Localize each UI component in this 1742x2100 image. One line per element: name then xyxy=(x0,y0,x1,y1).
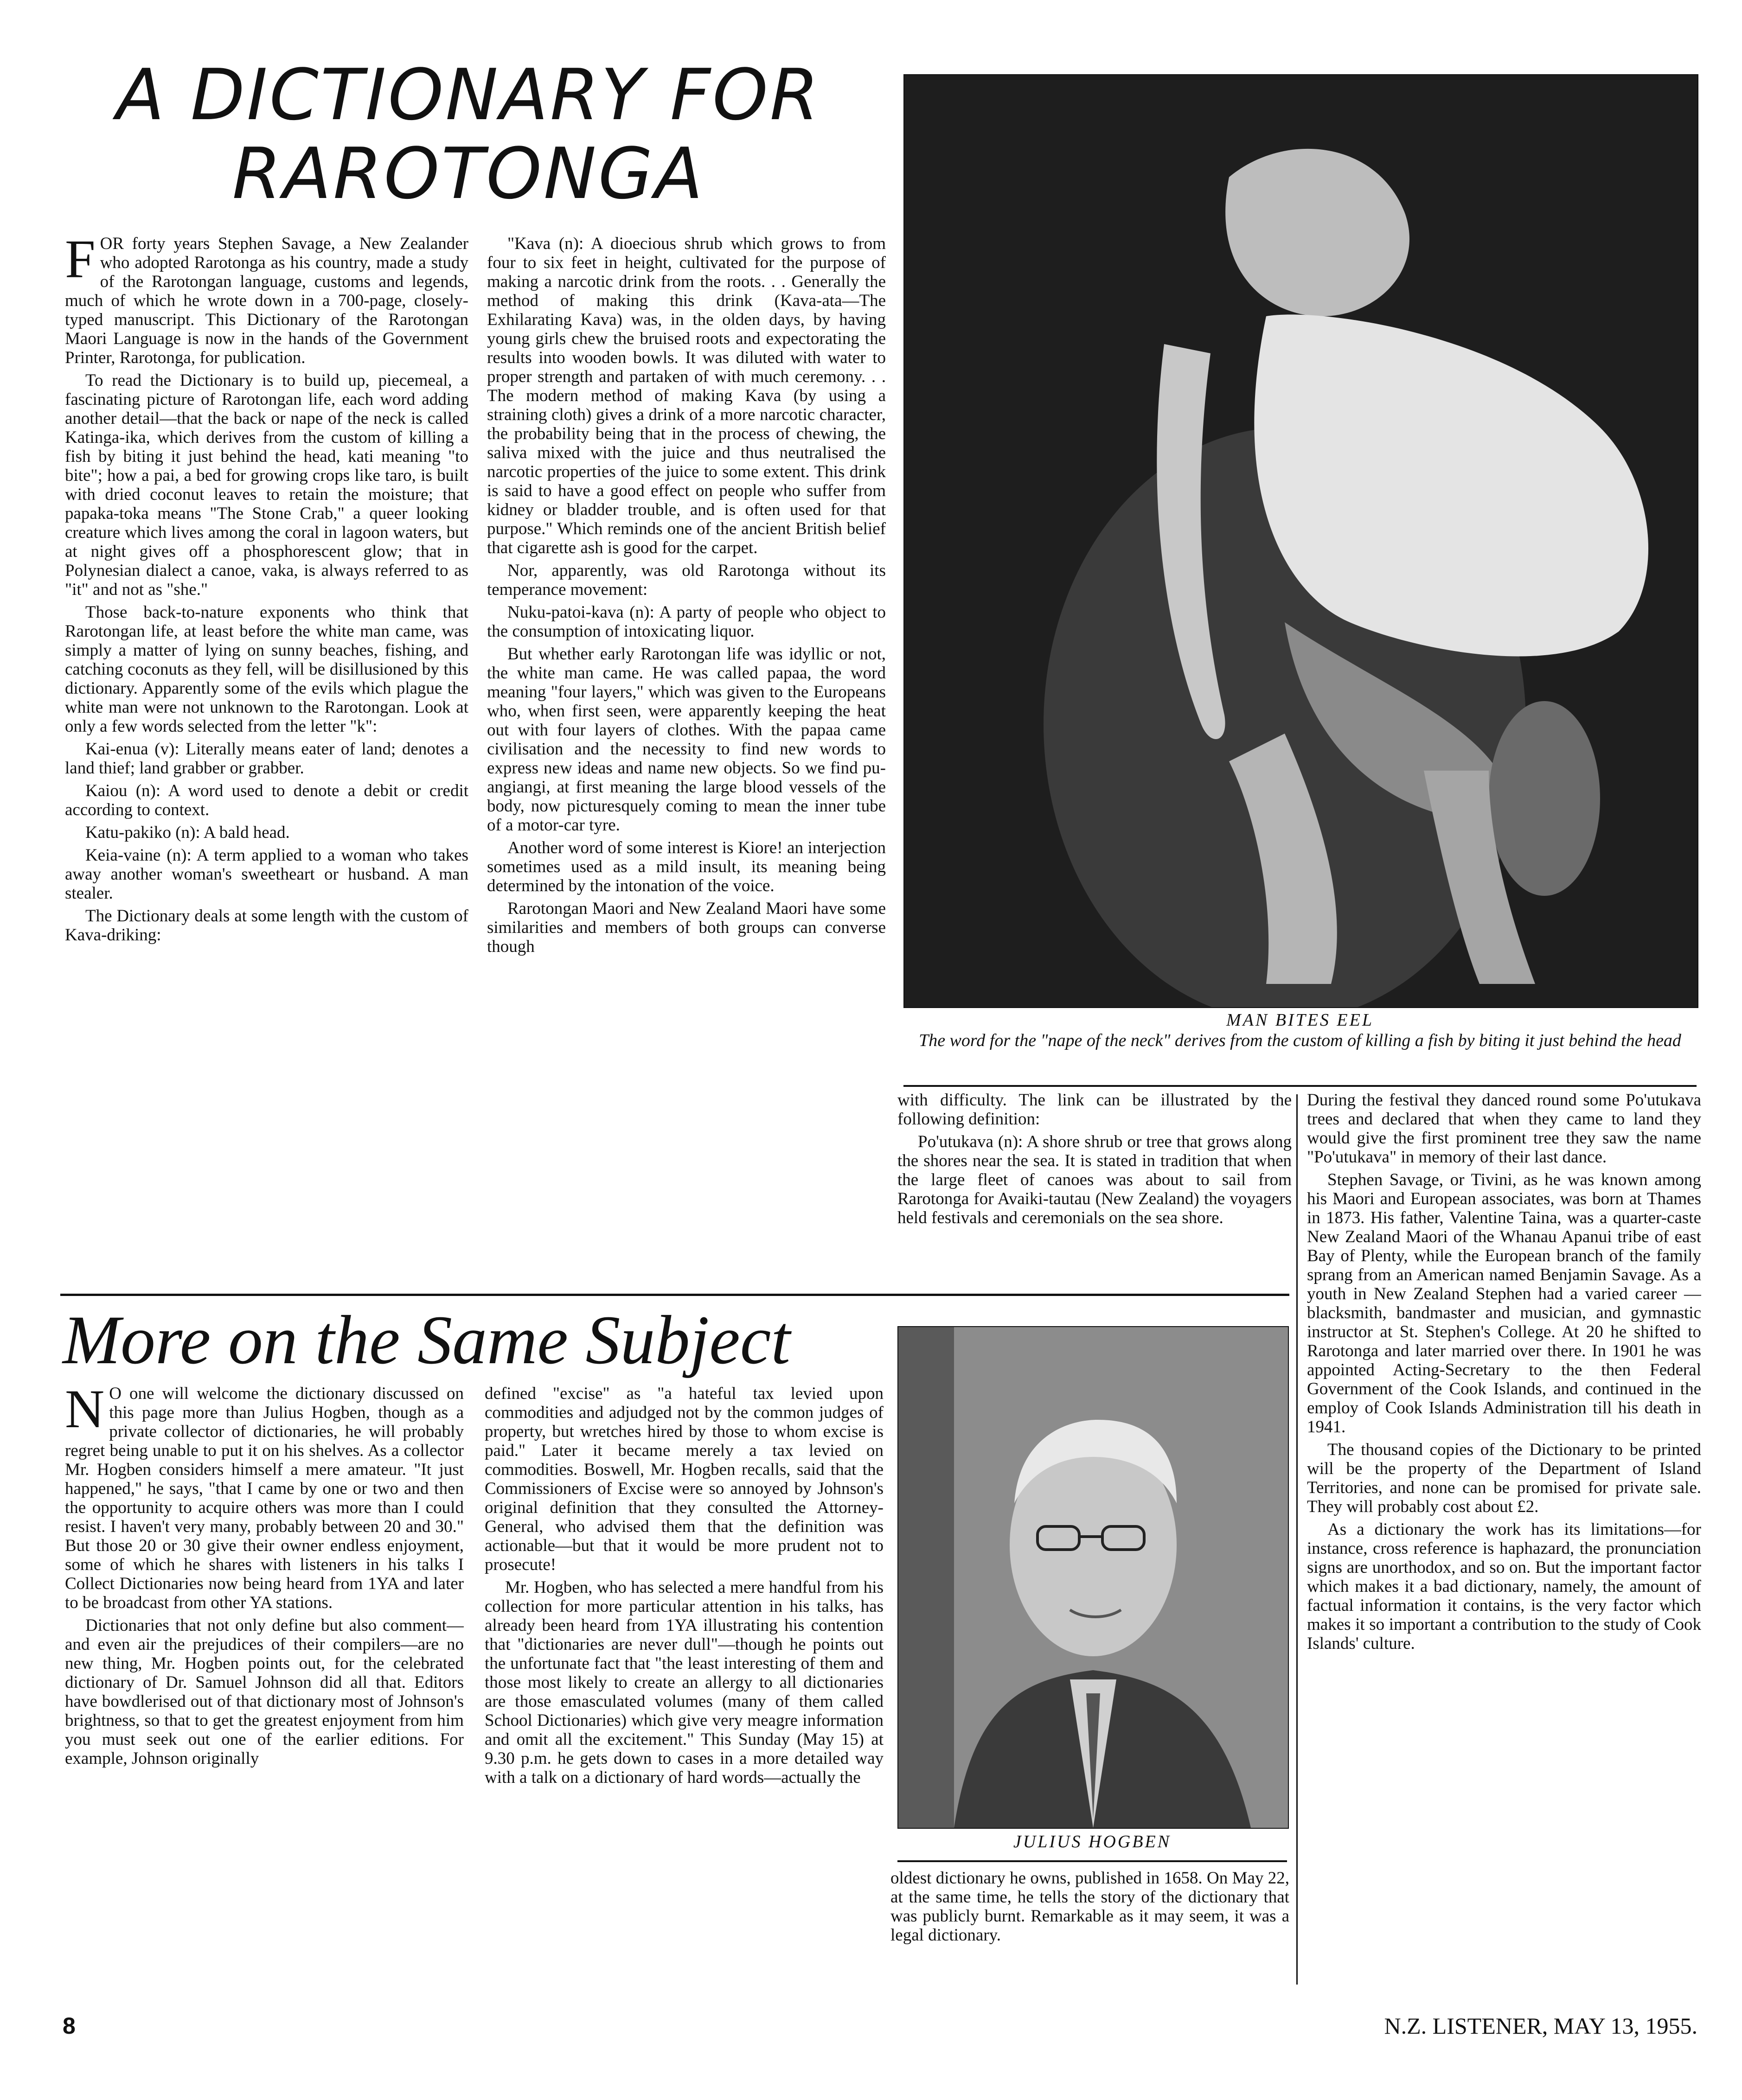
definition-entry: Kaiou (n): A word used to denote a debit or credit according to context. xyxy=(65,781,468,819)
article1-para: with difficulty. The link can be illustrated by the following definition: xyxy=(897,1091,1292,1129)
article1-para: To read the Dictionary is to build up, piecemeal, a fascinating picture of Rarotongan life, each word adding another detail—that the back or nape of the neck is called Katinga-ika, which derives from the custom of killing a fish by biting it just behind the head, kati meaning "to bite"; how a pai, a bed for growing crops like taro, is built with dried coconut leaves to retain the moisture; that papaka-toka means "The Stone Crab," a queer looking creature which lives among the coral in lagoon waters, but at night gives off a phosphorescent glow; that in Polynesian dialect a canoe, vaka, is always referred to as "it" and not as "she." xyxy=(65,371,468,599)
man-bites-eel-caption xyxy=(903,1010,1697,1051)
article1-para: FOR forty years Stephen Savage, a New Zealander who adopted Rarotonga as his country, made a study of the Rarotongan language, customs and legends, much of which he wrote down in a 700-page, closely-typed manuscript. This Dictionary of the Rarotongan Maori Language is now in the hands of the Government Printer, Rarotonga, for publication. xyxy=(65,234,468,367)
article1-column-3 xyxy=(897,1091,1292,1285)
definition-entry: Kai-enua (v): Literally means eater of land; denotes a land thief; land grabber or grabber. xyxy=(65,740,468,778)
man-bites-eel-photo xyxy=(903,74,1698,1008)
article2-para: Dictionaries that not only define but also comment—and even air the prejudices of their compilers—are no new thing, Mr. Hogben points out, for the celebrated dictionary of Dr. Samuel Johnson did all that. Editors have bowdlerised out of that dictionary most of Johnson's brightness, so that to get the greatest enjoyment from him you must seek out one of the earlier editions. For example, Johnson originally xyxy=(65,1616,464,1768)
headline-line2: RAROTONGA xyxy=(232,133,705,215)
definition-entry: Po'utukava (n): A shore shrub or tree that grows along the shores near the sea. It is stated in tradition that when the large fleet of canoes was about to sail from Rarotonga for Avaiki-tautau (New Zealand) the voyagers held festivals and ceremonials on the sea shore. xyxy=(897,1132,1292,1227)
caption-text: The word for the "nape of the neck" derives from the custom of killing a fish by biting it just behind the head xyxy=(919,1031,1681,1050)
caption-title: MAN BITES EEL xyxy=(1226,1010,1374,1030)
definition-entry: Keia-vaine (n): A term applied to a woman who takes away another woman's sweetheart or husband. A man stealer. xyxy=(65,846,468,903)
julius-hogben-caption xyxy=(897,1832,1287,1852)
article1-para: The thousand copies of the Dictionary to be printed will be the property of the Department of Island Territories, and none can be promised for private sale. They will probably cost about £2. xyxy=(1307,1440,1701,1516)
article1-para: During the festival they danced round some Po'utukava trees and declared that when they came to land they would give the first prominent tree they saw the name "Po'utukava" in memory of their last dance. xyxy=(1307,1091,1701,1167)
article-divider xyxy=(60,1294,1289,1296)
article2-para: oldest dictionary he owns, published in 1658. On May 22, at the same time, he tells the story of the dictionary that was publicly burnt. Remarkable as it may seem, it was a legal dictionary. xyxy=(890,1869,1289,1945)
article1-para: Nor, apparently, was old Rarotonga without its temperance movement: xyxy=(487,561,886,599)
article2-para: Mr. Hogben, who has selected a mere handful from his collection for more particular attention in his talks, has already been heard from 1YA illustrating his contention that "dictionaries are never dull"—though he points out the unfortunate fact that "the least interesting of them and those most likely to create an allergy to all dictionaries are those emasculated volumes (many of them called School Dictionaries) which give very meagre information and omit all the excitement." This Sunday (May 15) at 9.30 p.m. he gets down to cases in a more detailed way with a talk on a dictionary of hard words—actually the xyxy=(485,1578,884,1787)
article1-para: "Kava (n): A dioecious shrub which grows to from four to six feet in height, cultivated for the purpose of making a narcotic drink from the roots. . . Generally the method of making this drink (Kava-ata—The Exhilarating Kava) was, in the olden days, by having young girls chew the bruised roots and expectorating the results into wooden bowls. It was diluted with water to proper strength and partaken of with much ceremony. . . The modern method of making Kava (by using a straining cloth) gives a drink of a more narcotic character, the probability being that in the process of chewing, the saliva mixed with the juice and thus neutralised the narcotic properties of the juice to some extent. This drink is said to have a good effect on people who suffer from kidney or bladder trouble, and is often used for that purpose." Which reminds one of the ancient British belief that cigarette ash is good for the carpet. xyxy=(487,234,886,557)
article2-headline: More on the Same Subject xyxy=(63,1302,790,1379)
article2-column-2 xyxy=(485,1384,884,1968)
article2-para: defined "excise" as "a hateful tax levied upon commodities and adjudged not by the common judges of property, but wretches hired by those to whom excise is paid." Later it became merely a tax levied on commodities. Boswell, Mr. Hogben recalls, said that the Commissioners of Excise were so annoyed by Johnson's original definition that they consulted the Attorney-General, who advised them that the definition was actionable—but that it would be more prudent not to prosecute! xyxy=(485,1384,884,1574)
article1-column-4 xyxy=(1307,1091,1701,1999)
article2-para: N O one will welcome the dictionary discussed on this page more than Julius Hogben, though as a private collector of dictionaries, he will probably regret being unable to put it on his shelves. As a collector Mr. Hogben considers himself a mere amateur. "It just happened," he says, "that I came by one or two and then the opportunity to acquire others was more than I could resist. I haven't very many, probably between 20 and 30." But those 20 or 30 give their owner endless enjoyment, some of which he shares with listeners in his talks I Collect Dictionaries now being heard from 1YA and later to be broadcast from other YA stations. xyxy=(65,1384,464,1612)
article1-para: Another word of some interest is Kiore! an interjection sometimes used as a mild insult, its meaning being determined by the intonation of the voice. xyxy=(487,838,886,895)
definition-entry: Katu-pakiko (n): A bald head. xyxy=(85,823,290,842)
dropcap: F xyxy=(65,234,96,289)
article1-headline xyxy=(37,56,900,213)
page-number: 8 xyxy=(63,2013,76,2039)
column-divider xyxy=(1296,1094,1298,1985)
article1-para: Stephen Savage, or Tivini, as he was known among his Maori and European associates, was born at Thames in 1873. His father, Valentine Taina, was a quarter-caste New Zealand Maori of the Whanau Apanui tribe of east Bay of Plenty, while the European branch of the family sprang from an American named Benjamin Savage. As a youth in New Zealand Stephen had a varied career — blacksmith, bandmaster and musician, and gymnastic instructor at St. Stephen's College. At 20 he shifted to Rarotonga and later married over there. In 1901 he was appointed Acting-Secretary to the then Federal Government of the Cook Islands, and continued in the employ of Cook Islands Administration till his death in 1941. xyxy=(1307,1170,1701,1436)
headline-line1: A DICTIONARY FOR xyxy=(116,54,821,136)
article1-column-2 xyxy=(487,234,886,1284)
article1-para: Those back-to-nature exponents who think that Rarotongan life, at least before the white man came, was simply a matter of lying on sunny beaches, fishing, and catching coconuts as they fell, will be disillusioned by this dictionary. Apparently some of the evils which plague the white man were not unknown to the Rarotongan. Look at only a few words selected from the letter "k": xyxy=(65,603,468,736)
article1-para: The Dictionary deals at some length with the custom of Kava-driking: xyxy=(65,906,468,945)
caption-title: JULIUS HOGBEN xyxy=(1013,1832,1172,1851)
article1-para: Rarotongan Maori and New Zealand Maori have some similarities and members of both groups can converse though xyxy=(487,899,886,956)
definition-entry: Nuku-patoi-kava (n): A party of people who object to the consumption of intoxicating liquor. xyxy=(487,603,886,641)
article1-para: But whether early Rarotongan life was idyllic or not, the white man came. He was called papaa, the word meaning "four layers," which was given to the Europeans who, when first seen, were apparently keeping the heat out with four layers of clothes. With the papaa came civilisation and the necessity to find new words to express new ideas and name new objects. So we find pu-angiangi, at first meaning the large blood vessels of the body, now picturesquely coming to mean the inner tube of a motor-car tyre. xyxy=(487,645,886,835)
julius-hogben-portrait xyxy=(898,1327,1288,1828)
caption-rule xyxy=(903,1085,1697,1087)
dropcap: N xyxy=(65,1384,105,1439)
article1-para: As a dictionary the work has its limitations—for instance, cross reference is haphazard, the pronunciation signs are unorthodox, and so on. But the important factor which makes it a bad dictionary, namely, the amount of factual information it contains, is the very factor which makes it so important a contribution to the study of Cook Islands' culture. xyxy=(1307,1520,1701,1653)
article2-column-1 xyxy=(65,1384,464,1968)
article2-column-3 xyxy=(890,1869,1289,1980)
man-bites-eel-image xyxy=(904,75,1697,1007)
publication-footer: N.Z. LISTENER, MAY 13, 1955. xyxy=(1384,2013,1697,2039)
caption-rule xyxy=(897,1860,1287,1862)
article1-column-1 xyxy=(65,234,468,1277)
julius-hogben-photo xyxy=(897,1326,1289,1829)
